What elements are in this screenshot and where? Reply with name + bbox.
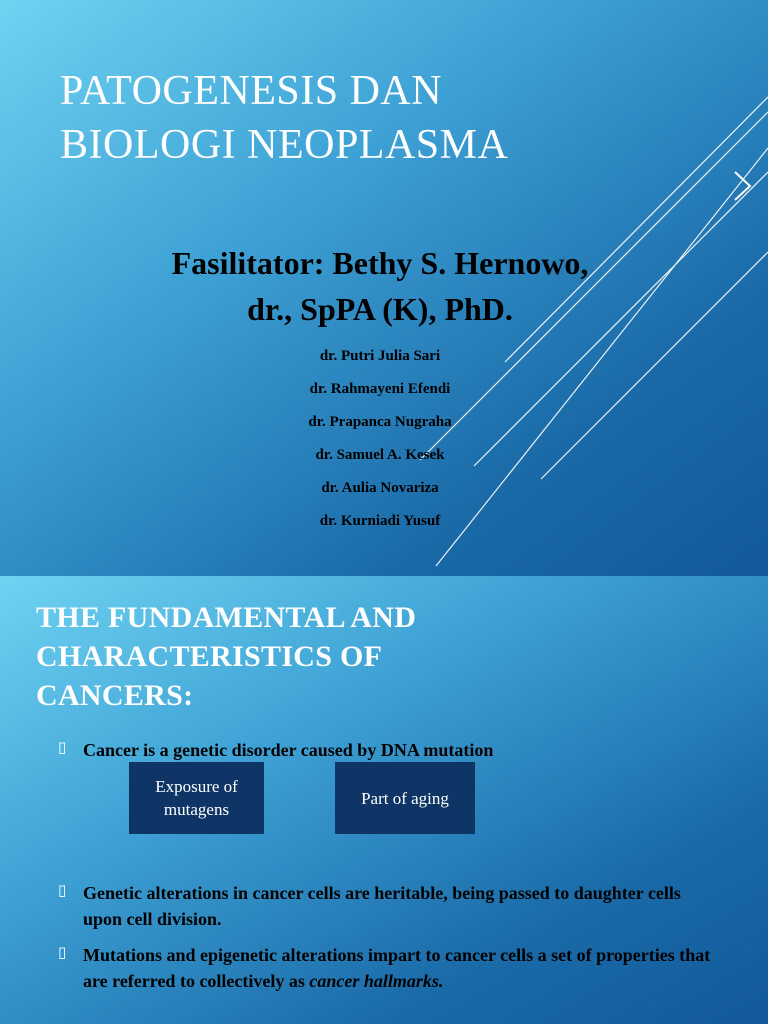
cause-box [335,762,475,834]
title-line: CANCERS: [36,679,194,712]
author-name: dr. Kurniadi Yusuf [319,513,441,529]
slide-title [36,598,556,715]
title-line: PATOGENESIS DAN [60,68,443,114]
content-slide [0,576,768,1024]
bullet-text: Genetic alterations in cancer cells are heritable, being passed to daughter cells upon cell division. [83,883,681,929]
title-line: CHARACTERISTICS OF [36,640,383,673]
bullet-icon: ▯ [58,883,67,899]
bullet-text-main: Mutations and epigenetic alterations impart to cancer cells a set of properties that are referred to collectively as [83,945,711,991]
bullet-item [58,880,718,932]
title-line: THE FUNDAMENTAL AND [36,601,417,634]
facilitator-line: dr., SpPA (K), PhD. [247,291,513,327]
cause-box [129,762,264,834]
author-name: dr. Samuel A. Kesek [315,447,445,463]
box-label: Part of aging [361,788,449,808]
box-label-line: mutagens [163,800,230,819]
bullet-icon: ▯ [58,740,67,756]
slide-title [60,64,620,172]
bullet-text [83,942,718,994]
bullet-item [58,942,718,994]
author-name: dr. Rahmayeni Efendi [309,381,451,397]
bullet-item [58,737,718,763]
bullet-text-emphasis: cancer hallmarks. [309,971,444,991]
bullet-icon: ▯ [58,945,67,961]
title-line: BIOLOGI NEOPLASMA [60,122,509,168]
box-label-line: Exposure of [155,777,238,796]
author-name: dr. Aulia Novariza [321,480,439,496]
bullet-text: Cancer is a genetic disorder caused by DNA mutation [83,740,494,760]
author-name: dr. Putri Julia Sari [319,348,441,364]
facilitator-line: Fasilitator: Bethy S. Hernowo, [171,245,589,281]
author-list [180,340,580,538]
author-name: dr. Prapanca Nugraha [308,414,452,430]
facilitator-text [60,240,700,332]
